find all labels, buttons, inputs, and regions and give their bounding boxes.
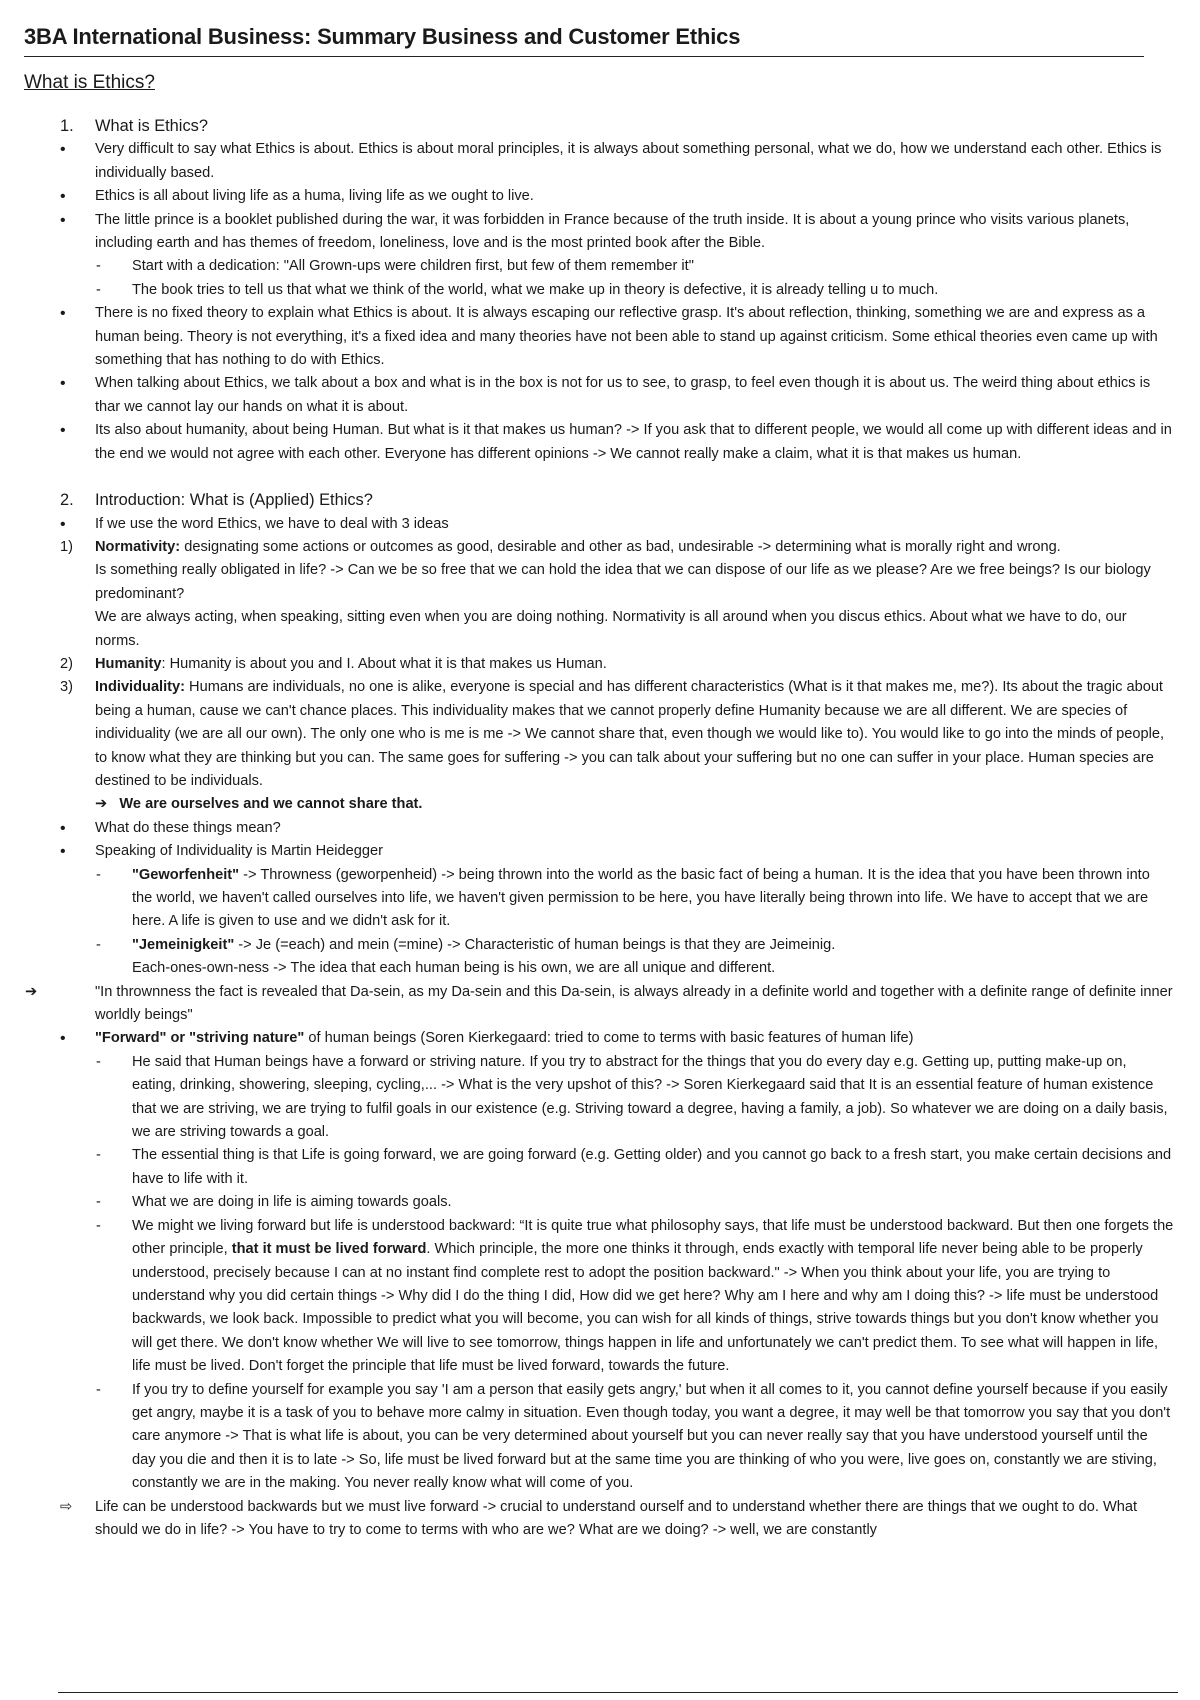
bullet-icon: • xyxy=(60,422,66,440)
list-item xyxy=(60,185,1174,208)
dash-icon: - xyxy=(96,1217,101,1234)
paragraph-text: Each-ones-own-ness -> The idea that each human being is his own, we are all unique and different. xyxy=(132,960,776,977)
footer-rule xyxy=(58,1692,1178,1693)
list-item xyxy=(60,1027,1174,1050)
paragraph-text: Ethics is all about living life as a huma, living life as we ought to live. xyxy=(95,188,534,205)
spacer xyxy=(60,466,1174,489)
quote-text: "In thrownness the fact is revealed that Da-sein, as my Da-sein and this Da-sein, is always already in a definite world and together with a definite range of definite inner worldly beings" xyxy=(95,983,1173,1024)
paragraph-text: of human beings (Soren Kierkegaard: tried to come to terms with basic features of human life) xyxy=(304,1030,914,1047)
bullet-icon: • xyxy=(60,141,66,159)
paragraph-text: The essential thing is that Life is going forward, we are going forward (e.g. Getting older) and you cannot go back to a fresh start, you make certain decisions and have to life with it. xyxy=(132,1147,1172,1187)
paragraph-text: Is something really obligated in life? -> Can we be so free that we can hold the idea that we can dispose of our life as we please? Are we free beings? Is our biology predominant? xyxy=(95,562,1151,602)
paragraph-text: Life can be understood backwards but we must live forward -> crucial to understand ourself and to understand whether there are things that we ought to do. What should we do in life? -> You have to try to come to terms with who are we? What are we doing? -> well, we are constantly xyxy=(95,1498,1138,1538)
term-label: Humanity xyxy=(95,655,162,672)
bullet-icon: • xyxy=(60,819,66,837)
paragraph-text: : Humanity is about you and I. About what it is that makes us Human. xyxy=(161,655,607,672)
term-label: "Forward" or "striving nature" xyxy=(95,1030,305,1047)
numbered-item xyxy=(60,676,1174,793)
item-number: 2) xyxy=(60,655,73,672)
paragraph-text: What do these things mean? xyxy=(95,819,281,836)
paragraph-text: When talking about Ethics, we talk about a box and what is in the box is not for us to see, to grasp, to feel even though it is about us. The weird thing about ethics is thar we cannot lay our hands on what it is about. xyxy=(95,375,1151,415)
dash-icon: - xyxy=(96,866,101,883)
quote-item xyxy=(25,981,1174,1028)
section-1-number: 1. xyxy=(60,117,74,135)
sub-list-item xyxy=(60,1051,1174,1145)
open-arrow-icon: ⇨ xyxy=(60,1498,73,1515)
sub-list-item xyxy=(60,255,1174,278)
paragraph-text: Its also about humanity, about being Human. But what is it that makes us human? -> If you ask that to different people, we would all come up with different ideas and in the end we would not agree with each other. Everyone has different opinions -> We cannot really make a claim, what it is that makes us human. xyxy=(95,422,1172,462)
title-underline-rule xyxy=(24,56,1144,57)
bullet-icon: • xyxy=(60,305,66,323)
emphasis-text: that it must be lived forward xyxy=(231,1241,427,1258)
conclusion-item xyxy=(60,1496,1174,1543)
document-title: 3BA International Business: Summary Business and Customer Ethics xyxy=(24,24,741,49)
paragraph-text: . Which principle, the more one thinks it through, ends exactly with temporal life never being able to be properly understood, precisely because I can at no instant find complete rest to adopt the position backward." -> When you think about your life, you are trying to understand why you did certain things -> Why did I do the thing I did, How did we get here? Why am I here and why am I doing this? -> life must be understood backwards, we look back. Impossible to predict what you will become, you can wish for all kinds of things, strive towards things but you don't know whether you will get there. We don't know whether We will live to see tomorrow, things happen in life and unfortunately we can't predict them. To see what will happen in life, life must be lived. Don't forget the principle that life must be lived forward, towards the future. xyxy=(132,1241,1159,1375)
section-heading: What is Ethics? xyxy=(24,72,155,93)
paragraph-text: The book tries to tell us that what we think of the world, what we make up in theory is defective, it is already telling u to much. xyxy=(132,281,939,298)
term-label: "Geworfenheit" xyxy=(132,866,240,883)
continuation-paragraph xyxy=(60,559,1174,606)
sub-list-item xyxy=(60,279,1174,302)
list-item xyxy=(60,372,1174,419)
list-item xyxy=(60,138,1174,185)
paragraph-text: Start with a dedication: "All Grown-ups were children first, but few of them remember it" xyxy=(132,258,694,275)
list-item xyxy=(60,302,1174,372)
dash-icon: - xyxy=(96,936,101,953)
paragraph-text: He said that Human beings have a forward or striving nature. If you try to abstract for the things that you do every day e.g. Getting up, putting make-up on, eating, drinking, showering, sleeping, cycling,... -> What is the very upshot of this? -> Soren Kierkegaard said that It is an essential feature of human existence that we are striving, we are trying to fulfil goals in our existence (e.g. Striving toward a degree, having a family, a job). So whatever we are doing on a daily basis, we are striving towards a goal. xyxy=(132,1053,1168,1141)
list-item xyxy=(60,513,1174,536)
paragraph-text: designating some actions or outcomes as good, desirable and other as bad, undesirable -> determining what is morally right and wrong. xyxy=(180,538,1061,555)
paragraph-text: We are always acting, when speaking, sitting even when you are doing nothing. Normativity is all around when you discus ethics. About what we have to do, our norms. xyxy=(95,609,1127,649)
section-1-heading xyxy=(60,115,1174,138)
list-item xyxy=(60,419,1174,466)
dash-icon: - xyxy=(96,1147,101,1164)
section-2-heading xyxy=(60,489,1174,512)
paragraph-text: If we use the word Ethics, we have to deal with 3 ideas xyxy=(95,515,449,532)
paragraph-text: -> Je (=each) and mein (=mine) -> Characteristic of human beings is that they are Jeimeinig. xyxy=(234,936,836,953)
dash-icon: - xyxy=(96,281,101,298)
sub-list-item xyxy=(60,864,1174,934)
sub-list-item xyxy=(60,934,1174,957)
arrow-right-icon: ➔ xyxy=(95,796,108,813)
sub-list-item xyxy=(60,1215,1174,1379)
bullet-icon: • xyxy=(60,843,66,861)
list-item xyxy=(60,840,1174,863)
item-number: 1) xyxy=(60,538,73,555)
sub-list-item xyxy=(60,1379,1174,1496)
paragraph-text: What we are doing in life is aiming towards goals. xyxy=(132,1194,452,1211)
document-body xyxy=(25,115,1174,1542)
term-label: "Jemeinigkeit" xyxy=(132,936,235,953)
paragraph-text: -> Throwness (geworpenheid) -> being thrown into the world as the basic fact of being a human. It is the idea that you have been thrown into the world, we haven't called ourselves into life, we haven't given permission to be here, you have literally being thrown into life. We have to accept that we are here. A life is given to use and we didn't ask for it. xyxy=(132,866,1150,930)
dash-icon: - xyxy=(96,1194,101,1211)
continuation-paragraph xyxy=(60,957,1174,980)
paragraph-text: Speaking of Individuality is Martin Heidegger xyxy=(95,843,383,860)
list-item xyxy=(60,209,1174,256)
callout-text: We are ourselves and we cannot share that. xyxy=(119,796,423,813)
arrow-callout xyxy=(60,793,1174,816)
paragraph-text: Very difficult to say what Ethics is about. Ethics is about moral principles, it is always about something personal, what we do, how we understand each other. Ethics is individually based. xyxy=(95,141,1162,181)
term-label: Individuality: xyxy=(95,679,185,696)
bullet-icon: • xyxy=(60,188,66,206)
bullet-icon: • xyxy=(60,1030,66,1048)
dash-icon: - xyxy=(96,1053,101,1070)
paragraph-text: Humans are individuals, no one is alike, everyone is special and has different characteristics (What is it that makes me, me?). Its about the tragic about being a human, cause we can't chance places. This individuality makes that we cannot properly define Humanity because we are all different. We are species of individuality (we are all our own). The only one who is me is me -> We cannot share that, even though we would like to). You would like to go into the minds of people, to know what they are thinking but you can. The same goes for suffering -> you can talk about your suffering but no one can suffer in your place. Human species are destined to be individuals. xyxy=(95,679,1165,789)
numbered-item xyxy=(60,536,1174,559)
section-2-title: Introduction: What is (Applied) Ethics? xyxy=(95,491,373,510)
paragraph-text: We might we living forward but life is understood backward: “It is quite true what philosophy says, that life must be understood backward. But then one forgets the other principle, xyxy=(132,1217,1174,1258)
continuation-paragraph xyxy=(60,606,1174,653)
numbered-item xyxy=(60,653,1174,676)
bullet-icon: • xyxy=(60,211,66,229)
sub-list-item xyxy=(60,1191,1174,1214)
paragraph-text: If you try to define yourself for example you say 'I am a person that easily gets angry,' but when it all comes to it, you cannot define yourself because if you easily get angry, maybe it is a task of you to behave more calmy in situation. Even though today, you want a degree, it may well be that tomorrow you say that you don't care anymore -> That is what life is about, you can be very determined about yourself but you can never really say that you have understood yourself until the day you die and then it is to late -> So, life must be lived forward but at the same time you are thinking of who you were, live goes on, constantly we are stiving, constantly we are in the making. You never really know what will come of you. xyxy=(132,1381,1171,1492)
bullet-icon: • xyxy=(60,515,66,533)
term-label: Normativity: xyxy=(95,538,181,555)
paragraph-text: There is no fixed theory to explain what Ethics is about. It is always escaping our reflective grasp. It's about reflection, thinking, something we are and express as a human being. Theory is not everything, it's a fixed idea and many theories have not been able to stand up against criticism. Some ethical theories even came up with something that has nothing to do with Ethics. xyxy=(95,305,1158,369)
bullet-icon: • xyxy=(60,375,66,393)
dash-icon: - xyxy=(96,258,101,275)
section-1-title: What is Ethics? xyxy=(95,117,208,135)
dash-icon: - xyxy=(96,1381,101,1398)
list-item xyxy=(60,817,1174,840)
section-2-number: 2. xyxy=(60,491,74,510)
sub-list-item xyxy=(60,1144,1174,1191)
paragraph-text: The little prince is a booklet published during the war, it was forbidden in France because of the truth inside. It is about a young prince who visits various planets, including earth and has themes of freedom, loneliness, love and is the most printed book after the Bible. xyxy=(95,211,1130,252)
item-number: 3) xyxy=(60,679,73,696)
arrow-right-icon: ➔ xyxy=(25,983,38,1000)
